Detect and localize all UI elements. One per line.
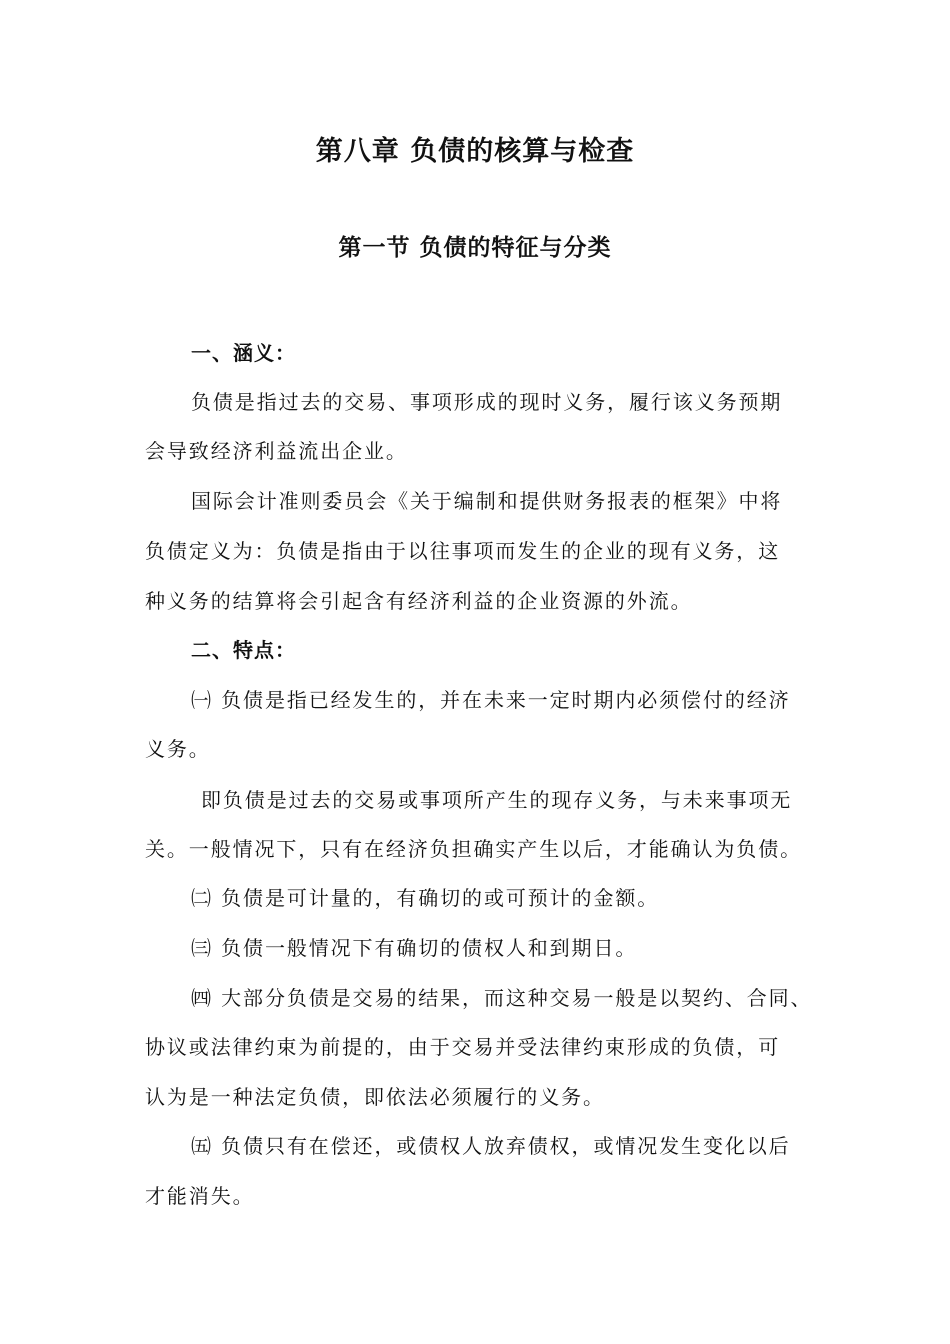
- paragraph-line: 即负债是过去的交易或事项所产生的现存义务，与未来事项无: [201, 788, 793, 812]
- list-item-line: 协议或法律约束为前提的，由于交易并受法律约束形成的负债，可: [145, 1035, 781, 1059]
- heading-features: 二、特点：: [191, 638, 296, 662]
- list-item-line: ㈣ 大部分负债是交易的结果，而这种交易一般是以契约、合同、: [191, 986, 813, 1010]
- paragraph-line: 会导致经济利益流出企业。: [145, 439, 408, 463]
- list-item-line: ㈡ 负债是可计量的，有确切的或可预计的金额。: [191, 886, 660, 910]
- list-item-line: 才能消失。: [145, 1184, 255, 1208]
- paragraph-line: 负债是指过去的交易、事项形成的现时义务，履行该义务预期: [191, 390, 783, 414]
- heading-definition: 一、涵义：: [191, 341, 296, 365]
- list-item-line: ㈤ 负债只有在偿还，或债权人放弃债权，或情况发生变化以后: [191, 1134, 791, 1158]
- paragraph-line: 负债定义为：负债是指由于以往事项而发生的企业的现有义务，这: [145, 539, 781, 563]
- list-item-line: ㈠ 负债是指已经发生的，并在未来一定时期内必须偿付的经济: [191, 688, 791, 712]
- chapter-title: 第八章 负债的核算与检查: [315, 136, 635, 167]
- section-title: 第一节 负债的特征与分类: [338, 235, 612, 261]
- list-item-line: 认为是一种法定负债，即依法必须履行的义务。: [145, 1085, 605, 1109]
- paragraph-line: 种义务的结算将会引起含有经济利益的企业资源的外流。: [145, 589, 693, 613]
- list-item-line: 义务。: [145, 737, 211, 761]
- paragraph-line: 关。一般情况下，只有在经济负担确实产生以后，才能确认为负债。: [145, 837, 802, 861]
- list-item-line: ㈢ 负债一般情况下有确切的债权人和到期日。: [191, 936, 638, 960]
- paragraph-line: 国际会计准则委员会《关于编制和提供财务报表的框架》中将: [191, 489, 783, 513]
